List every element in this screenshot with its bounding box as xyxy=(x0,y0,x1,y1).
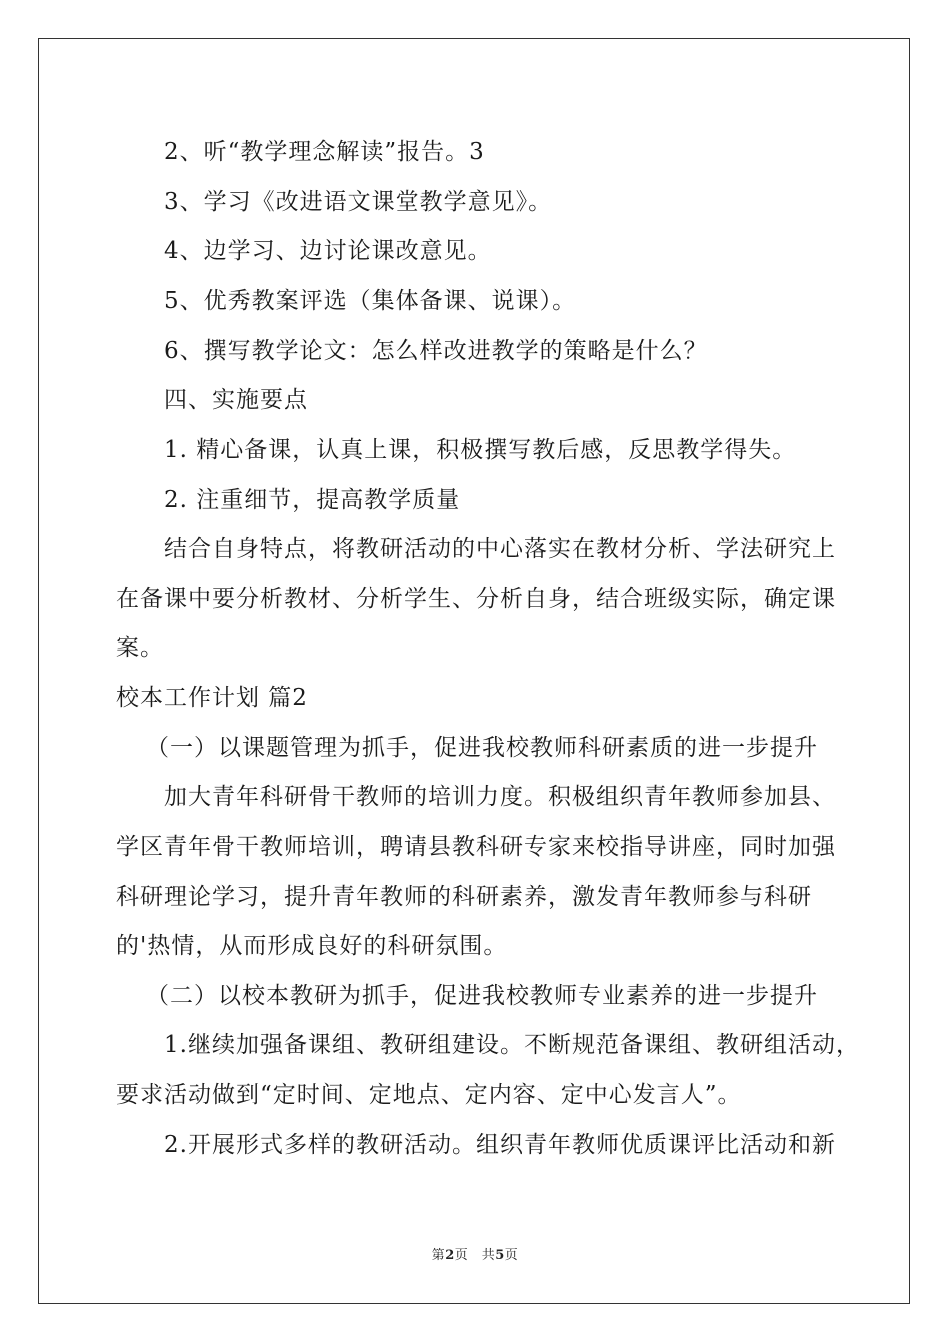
body-line-12: 学区青年骨干教师培训，聘请县教科研专家来校指导讲座，同时加强 xyxy=(116,834,836,860)
section-heading-1: （一）以课题管理为抓手，促进我校教师科研素质的进一步提升 xyxy=(146,735,818,761)
body-line-10: 案。 xyxy=(116,635,164,661)
article-title: 校本工作计划 篇2 xyxy=(116,685,308,711)
page-frame xyxy=(38,38,910,1304)
footer-suffix: 页 xyxy=(504,1248,519,1263)
body-line-8: 结合自身特点，将教研活动的中心落实在教材分析、学法研究上 xyxy=(164,536,836,562)
body-line-1: 2、听“教学理念解读”报告。3 xyxy=(164,139,485,165)
body-line-9: 在备课中要分析教材、分析学生、分析自身，结合班级实际，确定课 xyxy=(116,586,836,612)
footer-prefix: 第 xyxy=(431,1248,446,1263)
footer-page-current: 2 xyxy=(445,1248,455,1263)
body-line-17: 2.开展形式多样的教研活动。组织青年教师优质课评比活动和新 xyxy=(164,1132,836,1158)
body-line-16: 要求活动做到“定时间、定地点、定内容、定中心发言人”。 xyxy=(116,1082,742,1108)
body-line-7: 2. 注重细节，提高教学质量 xyxy=(164,487,461,513)
body-line-4: 5、优秀教案评选（集体备课、说课）。 xyxy=(164,288,577,314)
body-line-11: 加大青年科研骨干教师的培训力度。积极组织青年教师参加县、 xyxy=(164,784,836,810)
body-line-14: 的'热情，从而形成良好的科研氛围。 xyxy=(116,933,508,959)
section-heading-2: （二）以校本教研为抓手，促进我校教师专业素养的进一步提升 xyxy=(146,983,818,1009)
body-line-6: 1. 精心备课，认真上课，积极撰写教后感，反思教学得失。 xyxy=(164,437,797,463)
section-heading-4: 四、实施要点 xyxy=(164,387,308,413)
body-line-2: 3、学习《改进语文课堂教学意见》。 xyxy=(164,189,553,215)
footer-page-total: 5 xyxy=(495,1248,505,1263)
body-line-13: 科研理论学习，提升青年教师的科研素养，激发青年教师参与科研 xyxy=(116,884,812,910)
footer-mid: 页 共 xyxy=(454,1248,496,1263)
body-line-3: 4、边学习、边讨论课改意见。 xyxy=(164,238,492,264)
body-line-15: 1.继续加强备课组、教研组建设。不断规范备课组、教研组活动， xyxy=(164,1032,860,1058)
body-line-5: 6、撰写教学论文：怎么样改进教学的策略是什么？ xyxy=(164,338,708,364)
page-footer xyxy=(39,1248,911,1264)
